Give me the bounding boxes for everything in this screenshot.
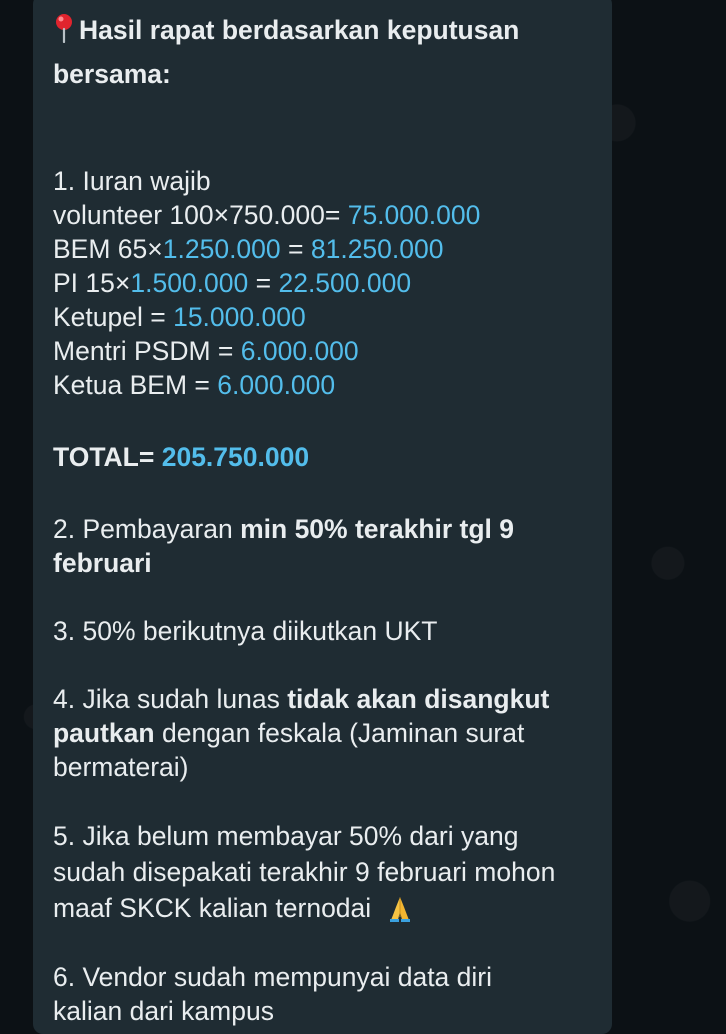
- item2-bold: min 50% terakhir tgl 9 februari: [53, 514, 515, 578]
- fee-line-volunteer: [53, 198, 592, 232]
- fee-value: 81.250.000: [310, 234, 444, 264]
- fee-sep: =: [248, 268, 279, 298]
- fee-label: Ketua BEM =: [53, 370, 218, 400]
- item2-prefix: 2. Pembayaran: [53, 514, 241, 544]
- fee-line-pi: [53, 266, 592, 300]
- fee-unit-value: 1.250.000: [162, 234, 281, 264]
- item5-text: [53, 818, 563, 926]
- item6-text: 6. Vendor sudah mempunyai data diri kalian dari kampus: [53, 962, 492, 1026]
- item4-suffix: dengan feskala (Jaminan surat bermaterai): [53, 718, 525, 782]
- fee-label: volunteer 100×750.000=: [53, 200, 348, 230]
- fee-value: 15.000.000: [173, 302, 306, 332]
- fee-value: 6.000.000: [240, 336, 359, 366]
- item2-text: [53, 512, 563, 580]
- folded-hands-icon: [385, 893, 415, 923]
- total-value: 205.750.000: [161, 442, 310, 472]
- fee-value: 6.000.000: [217, 370, 336, 400]
- item1-heading: 1. Iuran wajib: [53, 166, 211, 196]
- fee-line-ketupel: [53, 300, 592, 334]
- message-title-text: Hasil rapat berdasarkan keputusan bersama:: [53, 15, 520, 89]
- fee-unit-value: 1.500.000: [130, 268, 249, 298]
- fee-line-mentri-psdm: [53, 334, 592, 368]
- message-bubble[interactable]: [33, 0, 612, 1034]
- item5-body: 5. Jika belum membayar 50% dari yang sudah disepakati terakhir 9 februari mohon maaf SKCK kalian ternodai: [53, 821, 556, 923]
- fee-label: PI 15×: [53, 268, 131, 298]
- item4-text: [53, 682, 583, 784]
- fee-value: 22.500.000: [278, 268, 412, 298]
- item4-prefix: 4. Jika sudah lunas: [53, 684, 288, 714]
- total-line: [53, 440, 592, 474]
- fee-sep: =: [280, 234, 311, 264]
- fee-line-bem: [53, 232, 592, 266]
- fee-label: BEM 65×: [53, 234, 163, 264]
- item3-text: 3. 50% berikutnya diikutkan UKT: [53, 616, 438, 646]
- fee-line-ketua-bem: [53, 368, 592, 402]
- fee-label: Ketupel =: [53, 302, 174, 332]
- pushpin-icon: [53, 13, 75, 43]
- fee-label: Mentri PSDM =: [53, 336, 241, 366]
- message-title: [53, 8, 573, 96]
- fee-value: 75.000.000: [347, 200, 481, 230]
- total-label: TOTAL=: [53, 442, 162, 472]
- item4-bold: tidak akan disangkut pautkan: [53, 684, 550, 748]
